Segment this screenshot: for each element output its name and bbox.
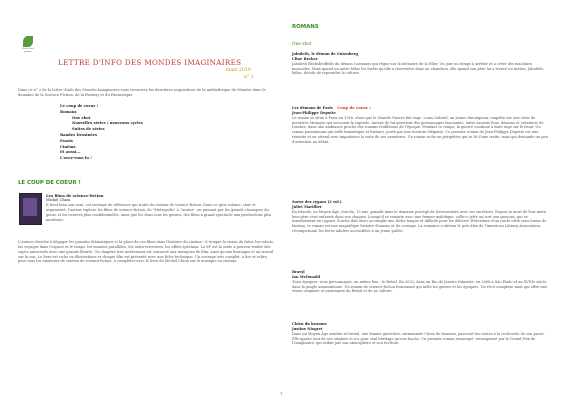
toc-item[interactable]: Bandes Dessinées [60, 132, 98, 137]
book-cover-image [19, 193, 42, 225]
toc-item[interactable]: Le coup de coeur ! [60, 104, 99, 108]
coup-badge: Coup de coeur ! [337, 105, 371, 110]
page-number: 1 [280, 392, 283, 396]
entry-text: Trois époques, trois personnages, un même lieu : le Brésil. En 2032, dans un Rio de Janeiro futuriste, en 2006 à São Paulo et au XVIIIe siècle dans la jungle amazonienne. Un roman de science-fiction foisonnant qui mêle les genres et les époques. Un récit complexe mais qui offre une vision originale et saisissante du Brésil et de sa culture. [292, 279, 548, 294]
entry-author: Cline Becker [292, 56, 318, 61]
entry-text: En Irlande, au Moyen Âge, Sorcha, 13 ans, grandit dans le domaine protégé de Sevenwaters avec ses six frères. Depuis la mort de leur mère, leur père s'est enfermé dans son chagrin. Lorsqu'il se remarie avec une femme maléfique, celle-ci jette un sort aux garçons, qui se transforment en cygnes. Sorcha doit alors accomplir une tâche longue et difficile pour les délivrer. Réécriture d'un conte celte sous forme de fantasy, ce roman est une magnifique histoire d'amour et de courage. La romance a obtenu le prix Alex de l'American Library Association, récompensant les livres adultes accessibles à un jeune public. [292, 209, 548, 234]
book-entry [292, 106, 552, 145]
romans-heading: ROMANS [292, 24, 319, 30]
intro-paragraph: Dans ce n° 2 de la lettre d'info des Mondes Imaginaires vous trouverez les dernières acquisitions de la médiathèque de Mondor dans le domaine de la Science Fiction, de la Fantasy et du Fantastique. [18, 88, 266, 97]
entry-text: Jabuleth Bechshteffelle du démon Carnanus qui règne sur la mémoire de la Eller. Un jour un temps à arrêter et à créer des machines musicales. Mais quand un autre hélas les forêts qu'elle a traversées dans un chaudron, elle quand son père lui a trouvé un métier, Jabuleth, hélas, décide de reprendre la culture. [292, 61, 544, 76]
entry-text: Dans un Moyen Âge sombre et brutal, une femme guerrière, surnommée Chien du heaume, parcourt les routes à la recherche de son passé. Elle ignore tout de ses origines et n'a pour seul héritage qu'une hache. Un premier roman remarqué, récompensé par le Grand Prix de l'Imaginaire, qui séduit par son atmosphère et son écriture. [292, 331, 545, 346]
entry-title: Bravyl [292, 270, 305, 274]
toc-item[interactable]: Nouvelles séries / nouveaux cycles [72, 121, 143, 126]
table-of-contents [60, 104, 143, 162]
toc-item[interactable]: Cinéma [60, 144, 76, 149]
entry-title: Soeur des cygnes (2 vol.) [292, 200, 342, 204]
toc-item[interactable]: L'avez-vous lu ! [60, 156, 92, 161]
book-review-short: Il tient bien son nom, cet ouvrage de référence qui traite du cinéma de science-fiction. Dans ce gros volume, clair et argumenté, l'auteur explore les films de science-fiction, de "Metropolis" à "Avatar", en passant par les grands classiques du genre et les oeuvres plus confidentielles, ainsi que les dans tous les genres, des films à grand spectacle aux productions plus modestes. [46, 203, 272, 222]
toc-item[interactable]: Essais [60, 138, 73, 143]
leaf-icon [23, 36, 33, 47]
entry-title: Jabuleth, le démon de Gutenberg [292, 52, 358, 56]
entry-author: Justine Niogret [292, 326, 323, 331]
entry-author: Juliet Marillier [292, 204, 322, 209]
toc-item[interactable]: One shot [72, 115, 91, 120]
issue-date: mars 2010 [226, 68, 251, 73]
book-title: Les films de science-fiction [46, 193, 104, 198]
book-entry [292, 322, 552, 346]
entry-author: Jean-Philippe Depotte [292, 110, 336, 115]
book-entry [292, 52, 552, 76]
entry-title: Chien du heaume [292, 322, 327, 326]
book-entry [292, 270, 552, 294]
book-review-long: L'auteur cherche à dégager les grandes thématiques et la place de ces films dans l'histoire du cinéma ; il évoque la vision du futur, les robots, les voyages dans l'espace et le temps, les mondes parallèles, les extra-terrestres, les effets spéciaux. La SF est la seule à pouvoir traiter des sujets universels avec une grande liberté. Un chapitre très intéressant est consacré aux musiques de film, ainsi qu'aux bruitages et au travail sur le son. Le livre est riche en illustrations et chaque film est présenté avec une fiche technique. Un ouvrage très complet, à lire et relire, pour tous les amateurs de cinéma de science-fiction, à compléter avec le livre de Michel Chion sur la musique au cinéma. [18, 240, 274, 264]
entry-author: Ian McDonald [292, 274, 321, 279]
library-logo [19, 36, 37, 60]
logo-text: Ecole d'une galaxie [22, 48, 34, 53]
toc-item[interactable]: Romans [60, 109, 77, 114]
book-entry [292, 200, 552, 234]
toc-item[interactable]: Suites de séries [72, 127, 105, 132]
coup-de-coeur-heading: LE COUP DE COEUR ! [18, 180, 81, 186]
newsletter-title: LETTRE D'INFO DES MONDES IMAGINAIRES [58, 58, 242, 67]
book-author: Michel Chion [46, 198, 71, 202]
issue-number: n° 2 [244, 75, 254, 80]
entry-title: Les démons de Paris [292, 106, 333, 110]
entry-text: Le roman se situe à Paris en 1916, alors que la Grande Guerre fait rage. Louis Gabriel, un jeune chroniqueur, enquête sur une série de meurtres étranges qui secouent la capitale. Autour de lui gravitent des personnages fascinants, entre savants fous, démons et créatures de l'ombre, dans une ambiance proche des romans feuilletons de l'époque. Pendant ce temps, la guerre continue à faire rage sur le front. Un roman passionnant qui mêle fantastique et histoire, porté par une écriture élégante. Ce premier roman de Jean-Philippe Depotte est une réussite et on attend avec impatience la suite de ses aventures. Un roman riche en péripéties qui se lit d'une traite, mais qui demande un peu d'attention au début. [292, 115, 548, 144]
one-shot-subheading: One shot [292, 42, 312, 47]
toc-item[interactable]: Et aussi... [60, 150, 81, 155]
